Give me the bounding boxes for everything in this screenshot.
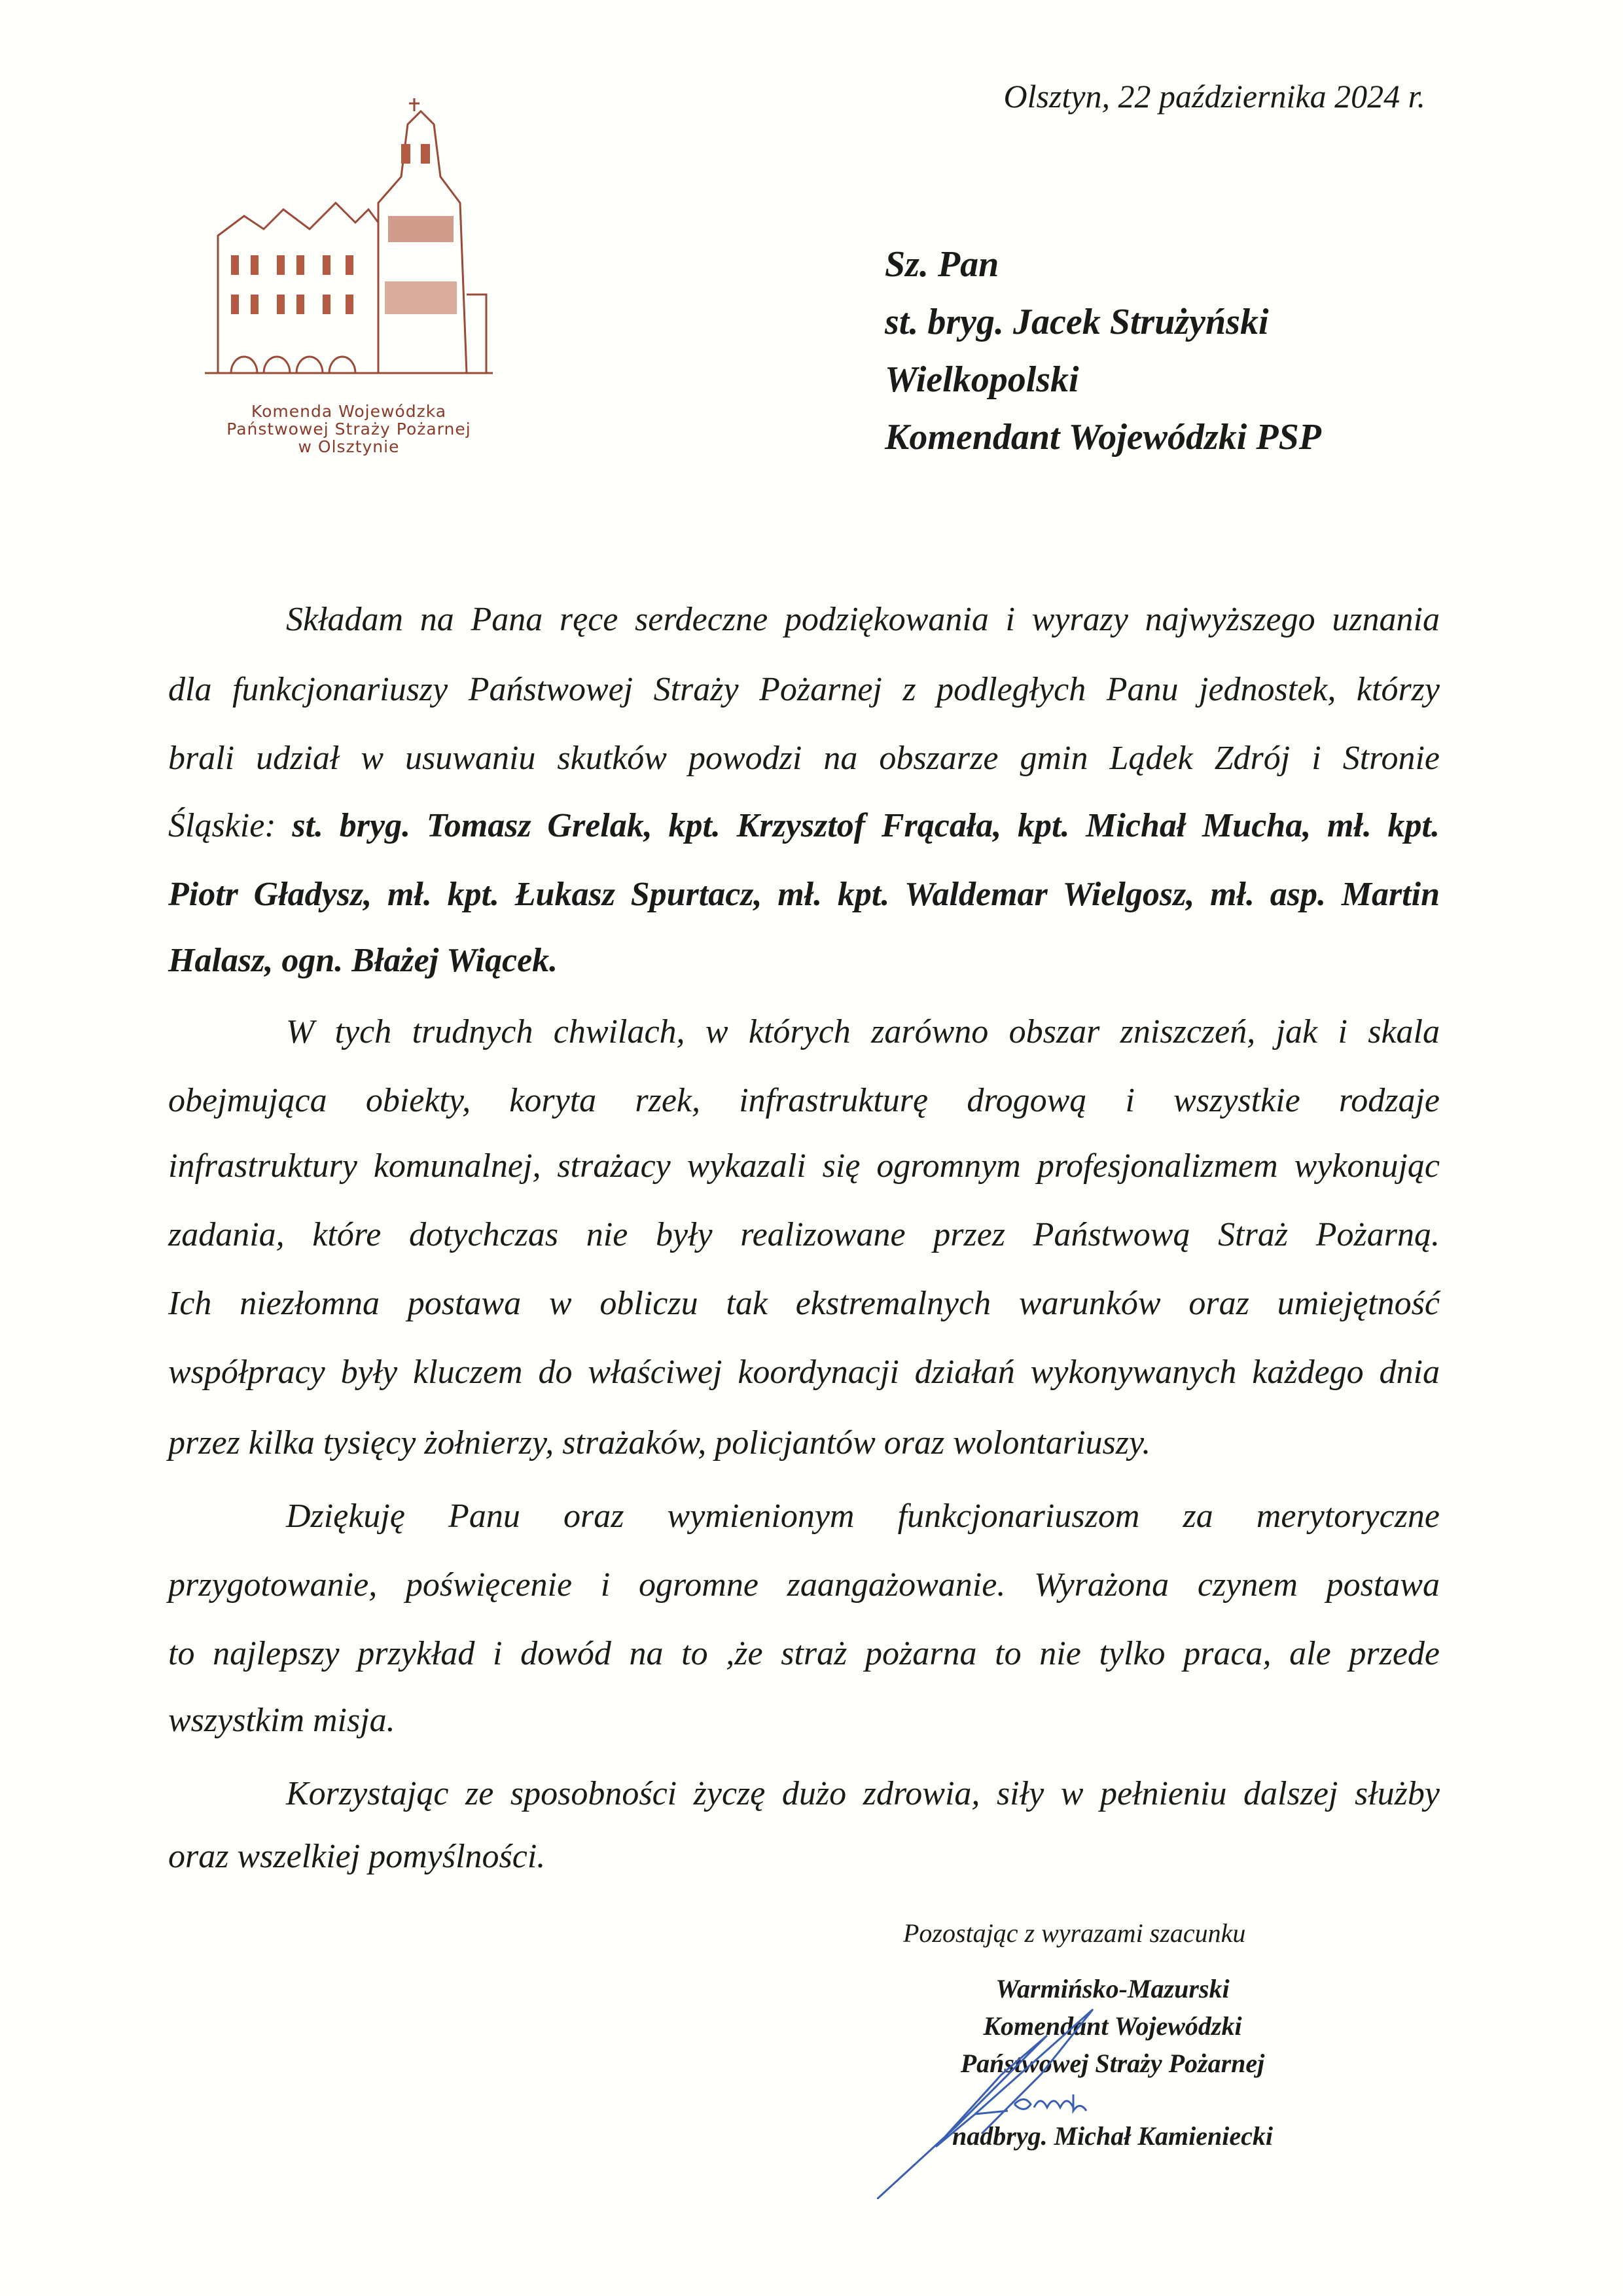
body-line-text: Składam na Pana ręce serdeczne podziękowania i wyrazy najwyższego uznania	[286, 601, 1440, 638]
body-line	[168, 806, 1440, 845]
building-drawing-icon	[205, 98, 493, 399]
signatory-title-line: Warmińsko-Mazurski	[995, 1974, 1230, 2003]
body-line-text: oraz wszelkiej pomyślności.	[168, 1838, 546, 1875]
body-line	[168, 1353, 1440, 1391]
body-line	[168, 941, 1440, 980]
body-line	[168, 1081, 1440, 1120]
logo-caption-line: Państwowej Straży Pożarnej	[226, 420, 471, 439]
body-line	[286, 1774, 1440, 1813]
body-line-text: zadania, które dotychczas nie były realizowane przez Państwową Straż Pożarną.	[168, 1216, 1440, 1253]
body-line	[168, 739, 1440, 778]
body-line-text: Dziękuję Panu oraz wymienionym funkcjonariuszom za merytoryczne	[286, 1498, 1440, 1535]
body-line-text: to najlepszy przykład i dowód na to ,że straż pożarna to nie tylko praca, ale przede	[168, 1635, 1440, 1672]
body-line-text: Śląskie:	[168, 807, 293, 844]
body-line	[286, 1497, 1440, 1535]
addressee-salutation: Sz. Pan	[885, 244, 999, 285]
body-line	[168, 1837, 1440, 1876]
body-line-text: W tych trudnych chwilach, w których zarówno obszar zniszczeń, jak i skala	[286, 1013, 1440, 1050]
signatory-title-line: Komendant Wojewódzki	[983, 2011, 1242, 2041]
logo-caption-line: Komenda Wojewódzka	[251, 402, 447, 421]
body-line-text: wszystkim misja.	[168, 1702, 395, 1739]
body-line-text: przez kilka tysięcy żołnierzy, strażaków, policjantów oraz wolontariuszy.	[168, 1424, 1151, 1462]
body-line	[168, 1147, 1440, 1185]
body-line	[168, 1701, 1440, 1740]
addressee-block	[885, 236, 1321, 466]
signatory-name: nadbryg. Michał Kamieniecki	[952, 2121, 1273, 2151]
officer-names: Halasz, ogn. Błażej Wiącek.	[168, 942, 558, 979]
officer-names: st. bryg. Tomasz Grelak, kpt. Krzysztof Frącała, kpt. Michał Mucha, mł. kpt.	[292, 807, 1440, 844]
body-line-text: współpracy były kluczem do właściwej koordynacji działań wykonywanych każdego dnia	[168, 1354, 1440, 1391]
closing-phrase: Pozostając z wyrazami szacunku	[903, 1918, 1246, 1948]
body-line-text: brali udział w usuwaniu skutków powodzi na obszarze gmin Lądek Zdrój i Stronie	[168, 740, 1440, 777]
body-line-text: Ich niezłomna postawa w obliczu tak ekstremalnych warunków oraz umiejętność	[168, 1285, 1440, 1322]
logo-caption-line: w Olsztynie	[298, 437, 400, 456]
addressee-name: st. bryg. Jacek Strużyński	[885, 302, 1269, 342]
body-line	[168, 1424, 1440, 1462]
body-line	[286, 1013, 1440, 1051]
body-line	[168, 670, 1440, 709]
addressee-position: Komendant Wojewódzki PSP	[885, 417, 1321, 457]
addressee-region: Wielkopolski	[885, 359, 1079, 400]
body-line	[168, 875, 1440, 914]
body-line-text: obejmująca obiekty, koryta rzek, infrastrukturę drogową i wszystkie rodzaje	[168, 1082, 1440, 1119]
logo-caption	[205, 403, 493, 456]
institution-logo	[205, 98, 493, 455]
officer-names: Piotr Gładysz, mł. kpt. Łukasz Spurtacz, mł. kpt. Waldemar Wielgosz, mł. asp. Martin	[168, 876, 1440, 913]
body-line	[168, 1284, 1440, 1323]
body-line-text: przygotowanie, poświęcenie i ogromne zaangażowanie. Wyrażona czynem postawa	[168, 1566, 1440, 1604]
signatory-title-line: Państwowej Straży Pożarnej	[960, 2049, 1265, 2078]
body-line-text: dla funkcjonariuszy Państwowej Straży Pożarnej z podległych Panu jednostek, którzy	[168, 671, 1440, 708]
body-line	[168, 1566, 1440, 1604]
body-line-text: Korzystając ze sposobności życzę dużo zdrowia, siły w pełnieniu dalszej służby	[286, 1775, 1440, 1812]
body-line	[168, 1215, 1440, 1254]
handwritten-signature	[877, 1996, 1152, 2199]
letter-date: Olsztyn, 22 października 2024 r.	[1003, 78, 1425, 115]
body-line-text: infrastruktury komunalnej, strażacy wykazali się ogromnym profesjonalizmem wykonując	[168, 1147, 1440, 1185]
body-line	[286, 600, 1440, 639]
body-line	[168, 1634, 1440, 1673]
